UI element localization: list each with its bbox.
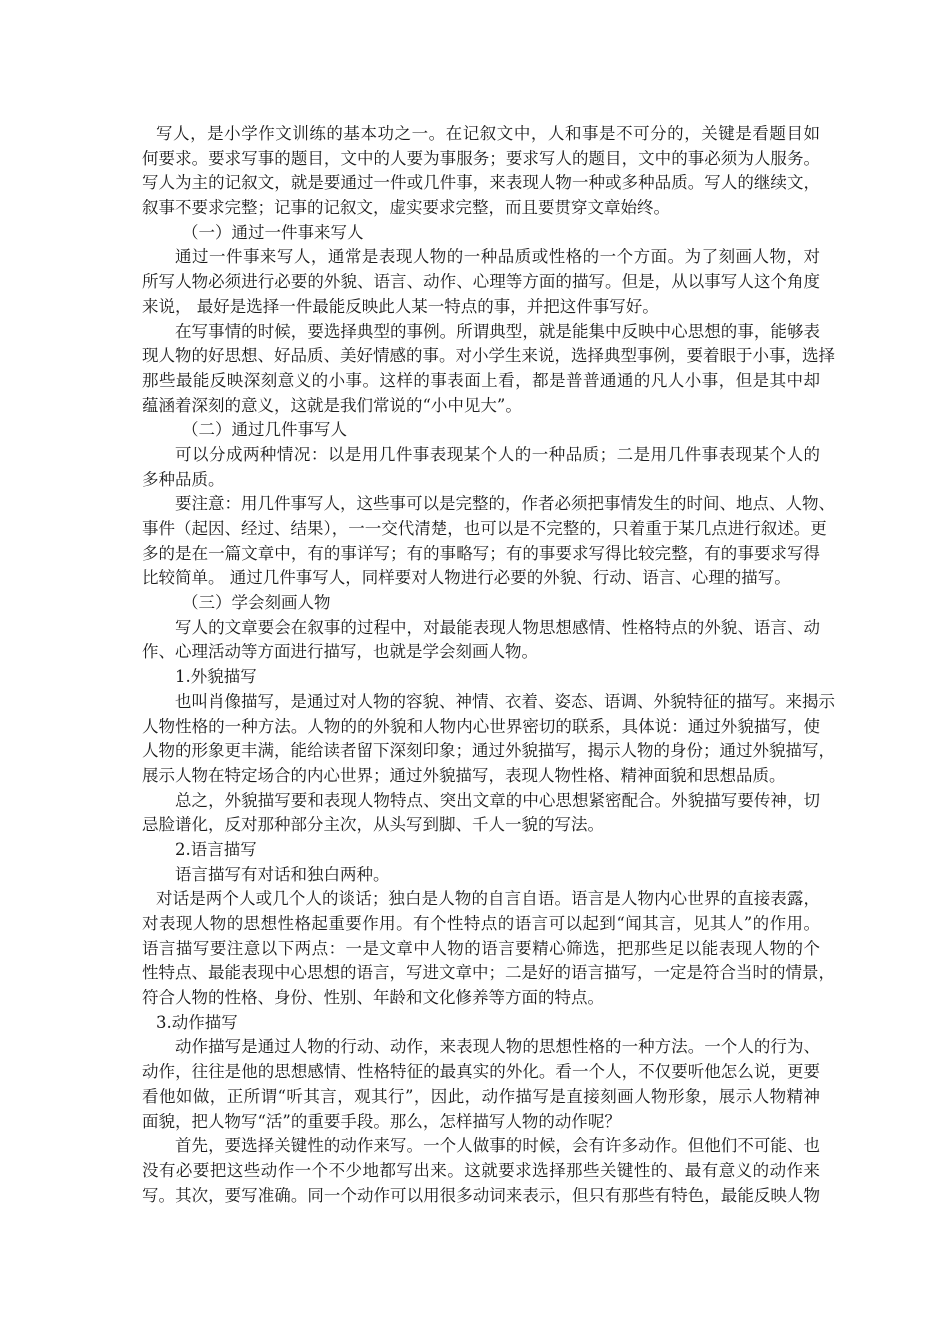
text-line: 多种品质。 (142, 469, 225, 489)
text-line: 面貌，把人物写“活”的重要手段。那么，怎样描写人物的动作呢？ (142, 1111, 621, 1131)
text-line: 3.动作描写 (156, 1012, 238, 1032)
text-line: 没有必要把这些动作一个不少地都写出来。这就要求选择那些关键性的、最有意义的动作来 (142, 1160, 820, 1180)
document-body (142, 122, 835, 1208)
text-line: 符合人物的性格、身份、性别、年龄和文化修养等方面的特点。 (142, 988, 604, 1008)
text-line: 动作描写是通过人物的行动、动作，来表现人物的思想性格的一种方法。一个人的行为、 (175, 1037, 820, 1057)
text-line: 语言描写有对话和独白两种。 (175, 864, 390, 884)
text-line: 作、心理活动等方面进行描写，也就是学会刻画人物。 (142, 642, 538, 662)
text-line: 比较简单。 通过几件事写人，同样要对人物进行必要的外貌、行动、语言、心理的描写。 (142, 568, 791, 588)
text-line: 对表现人物的思想性格起重要作用。有个性特点的语言可以起到“闻其言，见其人”的作用。 (142, 914, 820, 933)
text-line: 忌脸谱化，反对那种部分主次，从头写到脚、千人一貌的写法。 (142, 815, 604, 835)
text-line: 首先，要选择关键性的动作来写。一个人做事的时候，会有许多动作。但他们不可能、也 (175, 1136, 820, 1156)
text-line: 多的是在一篇文章中，有的事详写；有的事略写；有的事要求写得比较完整，有的事要求写得 (142, 543, 820, 563)
text-line: 通过一件事来写人，通常是表现人物的一种品质或性格的一个方面。为了刻画人物，对 (175, 247, 820, 267)
text-line: 可以分成两种情况：以是用几件事表现某个人的一种品质；二是用几件事表现某个人的 (175, 444, 820, 464)
text-line: 性特点、最能表现中心思想的语言，写进文章中；二是好的语言描写，一定是符合当时的情景， (142, 963, 835, 983)
text-line: 写人为主的记叙文，就是要通过一件或几件事，来表现人物一种或多种品质。写人的继续文， (142, 173, 820, 193)
text-line: 要注意：用几件事写人，这些事可以是完整的，作者必须把事情发生的时间、地点、人物、 (175, 494, 835, 514)
text-line: （二）通过几件事写人 (182, 420, 347, 440)
text-line: 在写事情的时候，要选择典型的事例。所谓典型，就是能集中反映中心思想的事，能够表 (175, 321, 820, 341)
text-line: 对话是两个人或几个人的谈话；独白是人物的自言自语。语言是人物内心世界的直接表露， (156, 889, 820, 909)
text-line: 蕴涵着深刻的意义，这就是我们常说的“小中见大”。 (142, 395, 522, 415)
text-line: 人物的形象更丰满，能给读者留下深刻印象；通过外貌描写，揭示人物的身份；通过外貌描写， (142, 741, 835, 761)
text-line: 事件（起因、经过、结果），一一交代清楚，也可以是不完整的，只着重于某几点进行叙述。更 (142, 519, 827, 538)
text-line: 看他如做，正所谓“听其言，观其行”，因此，动作描写是直接刻画人物形象，展示人物精神 (142, 1086, 820, 1106)
text-line: 1.外貌描写 (175, 667, 257, 687)
text-line: 也叫肖像描写，是通过对人物的容貌、神情、衣着、姿态、语调、外貌特征的描写。来揭示 (175, 691, 835, 711)
text-line: 何要求。要求写事的题目，文中的人要为事服务；要求写人的题目，文中的事必须为人服务。 (142, 148, 820, 168)
text-line: 所写人物必须进行必要的外貌、语言、动作、心理等方面的描写。但是，从以事写人这个角度 (142, 272, 820, 292)
text-line: 现人物的好思想、好品质、美好情感的事。对小学生来说，选择典型事例，要着眼于小事，选择 (142, 346, 835, 366)
text-line: 2.语言描写 (175, 839, 257, 859)
text-line: （一）通过一件事来写人 (182, 222, 364, 242)
text-line: 来说， 最好是选择一件最能反映此人某一特点的事，并把这件事写好。 (142, 296, 659, 316)
text-line: 写人，是小学作文训练的基本功之一。在记叙文中，人和事是不可分的，关键是看题目如 (156, 124, 820, 143)
text-line: 人物性格的一种方法。人物的的外貌和人物内心世界密切的联系，具体说：通过外貌描写，使 (142, 716, 820, 736)
text-line: 动作，往往是他的思想感情、性格特征的最真实的外化。看一个人，不仅要听他怎么说，更要 (142, 1062, 820, 1082)
text-line: 语言描写要注意以下两点：一是文章中人物的语言要精心筛选，把那些足以能表现人物的个 (142, 938, 820, 958)
text-line: 叙事不要求完整；记事的记叙文，虚实要求完整，而且要贯穿文章始终。 (142, 198, 670, 218)
text-line: 总之，外貌描写要和表现人物特点、突出文章的中心思想紧密配合。外貌描写要传神，切 (175, 790, 820, 810)
text-line: 展示人物在特定场合的内心世界；通过外貌描写，表现人物性格、精神面貌和思想品质。 (142, 765, 786, 785)
text-line: （三）学会刻画人物 (182, 593, 331, 613)
text-line: 那些最能反映深刻意义的小事。这样的事表面上看，都是普普通通的凡人小事，但是其中却 (142, 370, 820, 390)
text-line: 写人的文章要会在叙事的过程中，对最能表现人物思想感情、性格特点的外貌、语言、动 (175, 617, 820, 637)
text-line: 写。其次，要写准确。同一个动作可以用很多动词来表示，但只有那些有特色，最能反映人物 (142, 1185, 820, 1205)
